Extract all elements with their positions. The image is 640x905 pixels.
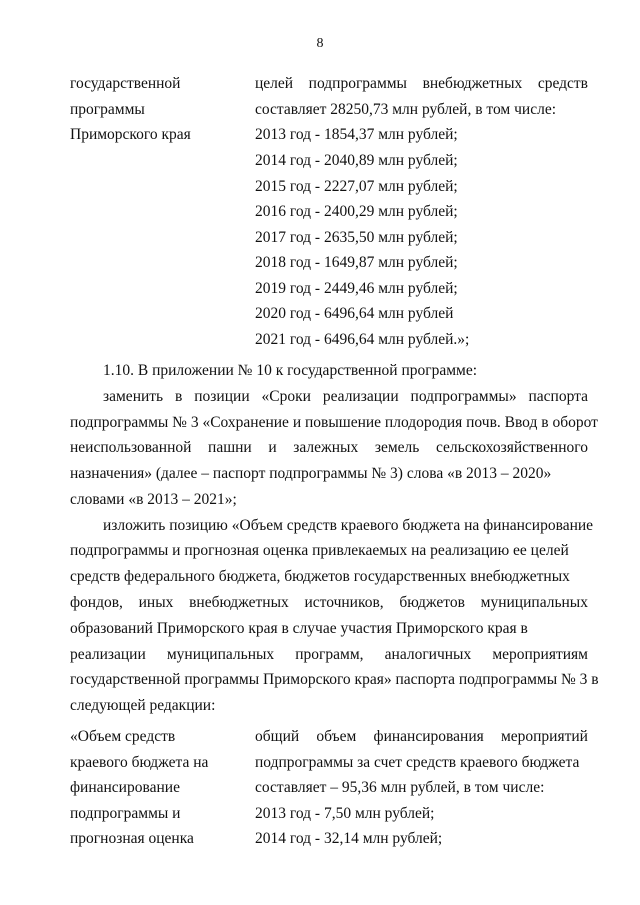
word: мероприятиям: [492, 646, 588, 663]
word: объем: [316, 728, 357, 745]
state-paragraph-line-5: образований Приморского края в случае участия Приморского края в: [70, 620, 528, 637]
year-line-2013: 2013 год - 1854,37 млн рублей;: [255, 126, 458, 143]
table2-left-1: «Объем средств: [70, 728, 176, 745]
year-line-2021: 2021 год - 6496,64 млн рублей.»;: [255, 331, 470, 348]
word: средств: [537, 75, 588, 92]
word: муниципальных: [166, 646, 275, 663]
word: общий: [255, 728, 300, 745]
table1-right-line-2: составляет 28250,73 млн рублей, в том числе:: [255, 101, 557, 118]
word: целей: [255, 75, 294, 92]
table2-row-1: [0, 728, 640, 754]
word: иных: [138, 594, 174, 611]
replace-paragraph-line-4: назначения» (далее – паспорт подпрограммы № 3) слова «в 2013 – 2020»: [70, 465, 552, 482]
word: мероприятий: [500, 728, 588, 745]
word: внебюджетных: [189, 594, 289, 611]
table2-left-4: подпрограммы и: [70, 805, 181, 822]
word: заменить: [103, 388, 164, 405]
word: пашни: [208, 439, 252, 456]
word: бюджетов: [399, 594, 465, 611]
year-line-2018: 2018 год - 1649,87 млн рублей;: [255, 254, 458, 271]
page-number: 8: [316, 36, 324, 51]
word: неиспользованной: [70, 439, 192, 456]
state-paragraph-line-8: следующей редакции:: [70, 697, 216, 714]
word: «Сроки: [261, 388, 311, 405]
word: реализации: [322, 388, 399, 405]
state-paragraph-line-7: государственной программы Приморского края» паспорта подпрограммы № 3 в: [70, 671, 599, 688]
word: финансирования: [373, 728, 484, 745]
table2-left-2: краевого бюджета на: [70, 754, 209, 771]
word: реализации: [70, 646, 146, 663]
table1-left-3: Приморского края: [70, 126, 191, 143]
word: в: [175, 388, 183, 405]
year-line-2019: 2019 год - 2449,46 млн рублей;: [255, 280, 458, 297]
word: залежных: [293, 439, 359, 456]
state-paragraph-line-2: подпрограммы и прогнозная оценка привлекаемых на реализацию ее целей: [70, 542, 569, 559]
table1-row-3: [0, 126, 640, 152]
state-paragraph-line-6: [0, 646, 640, 672]
word: подпрограммы»: [410, 388, 517, 405]
state-paragraph-line-1: изложить позицию «Объем средств краевого бюджета на финансирование: [103, 517, 594, 534]
year-line-2017: 2017 год - 2635,50 млн рублей;: [255, 229, 458, 246]
table1-right-line-1: [255, 75, 588, 93]
table2-left-3: финансирование: [70, 779, 180, 796]
word: источников,: [304, 594, 384, 611]
replace-paragraph-line-1: [0, 388, 640, 414]
table1-left-2: программы: [70, 101, 145, 118]
state-paragraph-line-3: средств федерального бюджета, бюджетов государственных внебюджетных: [70, 568, 570, 585]
table2-right-line-2: подпрограммы за счет средств краевого бюджета: [255, 754, 580, 771]
table1-row-2: [0, 101, 640, 127]
word: муниципальных: [480, 594, 588, 611]
table1-left-1: государственной: [70, 75, 181, 92]
state-paragraph-line-4: [0, 594, 640, 620]
year-line-2020: 2020 год - 6496,64 млн рублей: [255, 305, 454, 322]
replace-paragraph-line-2: подпрограммы № 3 «Сохранение и повышение плодородия почв. Ввод в оборот: [70, 414, 598, 431]
table2-year-line-2013: 2013 год - 7,50 млн рублей;: [255, 805, 435, 822]
year-line-2014: 2014 год - 2040,89 млн рублей;: [255, 152, 458, 169]
table2-left-5: прогнозная оценка: [70, 830, 194, 847]
paragraph-1-10: 1.10. В приложении № 10 к государственной программе:: [103, 362, 478, 379]
word: фондов,: [70, 594, 123, 611]
table2-right-line-1: [255, 728, 588, 746]
replace-paragraph-line-5: словами «в 2013 – 2021»;: [70, 491, 237, 508]
table2-year-line-2014: 2014 год - 32,14 млн рублей;: [255, 830, 443, 847]
word: земель: [374, 439, 420, 456]
year-line-2016: 2016 год - 2400,29 млн рублей;: [255, 203, 458, 220]
word: позиции: [194, 388, 250, 405]
table1-row-1: [0, 75, 640, 101]
word: сельскохозяйственного: [435, 439, 588, 456]
replace-paragraph-line-3: [0, 439, 640, 465]
word: аналогичных: [384, 646, 472, 663]
year-line-2015: 2015 год - 2227,07 млн рублей;: [255, 178, 458, 195]
word: программ,: [295, 646, 364, 663]
word: подпрограммы: [308, 75, 407, 92]
word: и: [268, 439, 277, 456]
word: паспорта: [528, 388, 588, 405]
word: внебюджетных: [422, 75, 523, 92]
table2-right-line-3: составляет – 95,36 млн рублей, в том числе:: [255, 779, 545, 796]
